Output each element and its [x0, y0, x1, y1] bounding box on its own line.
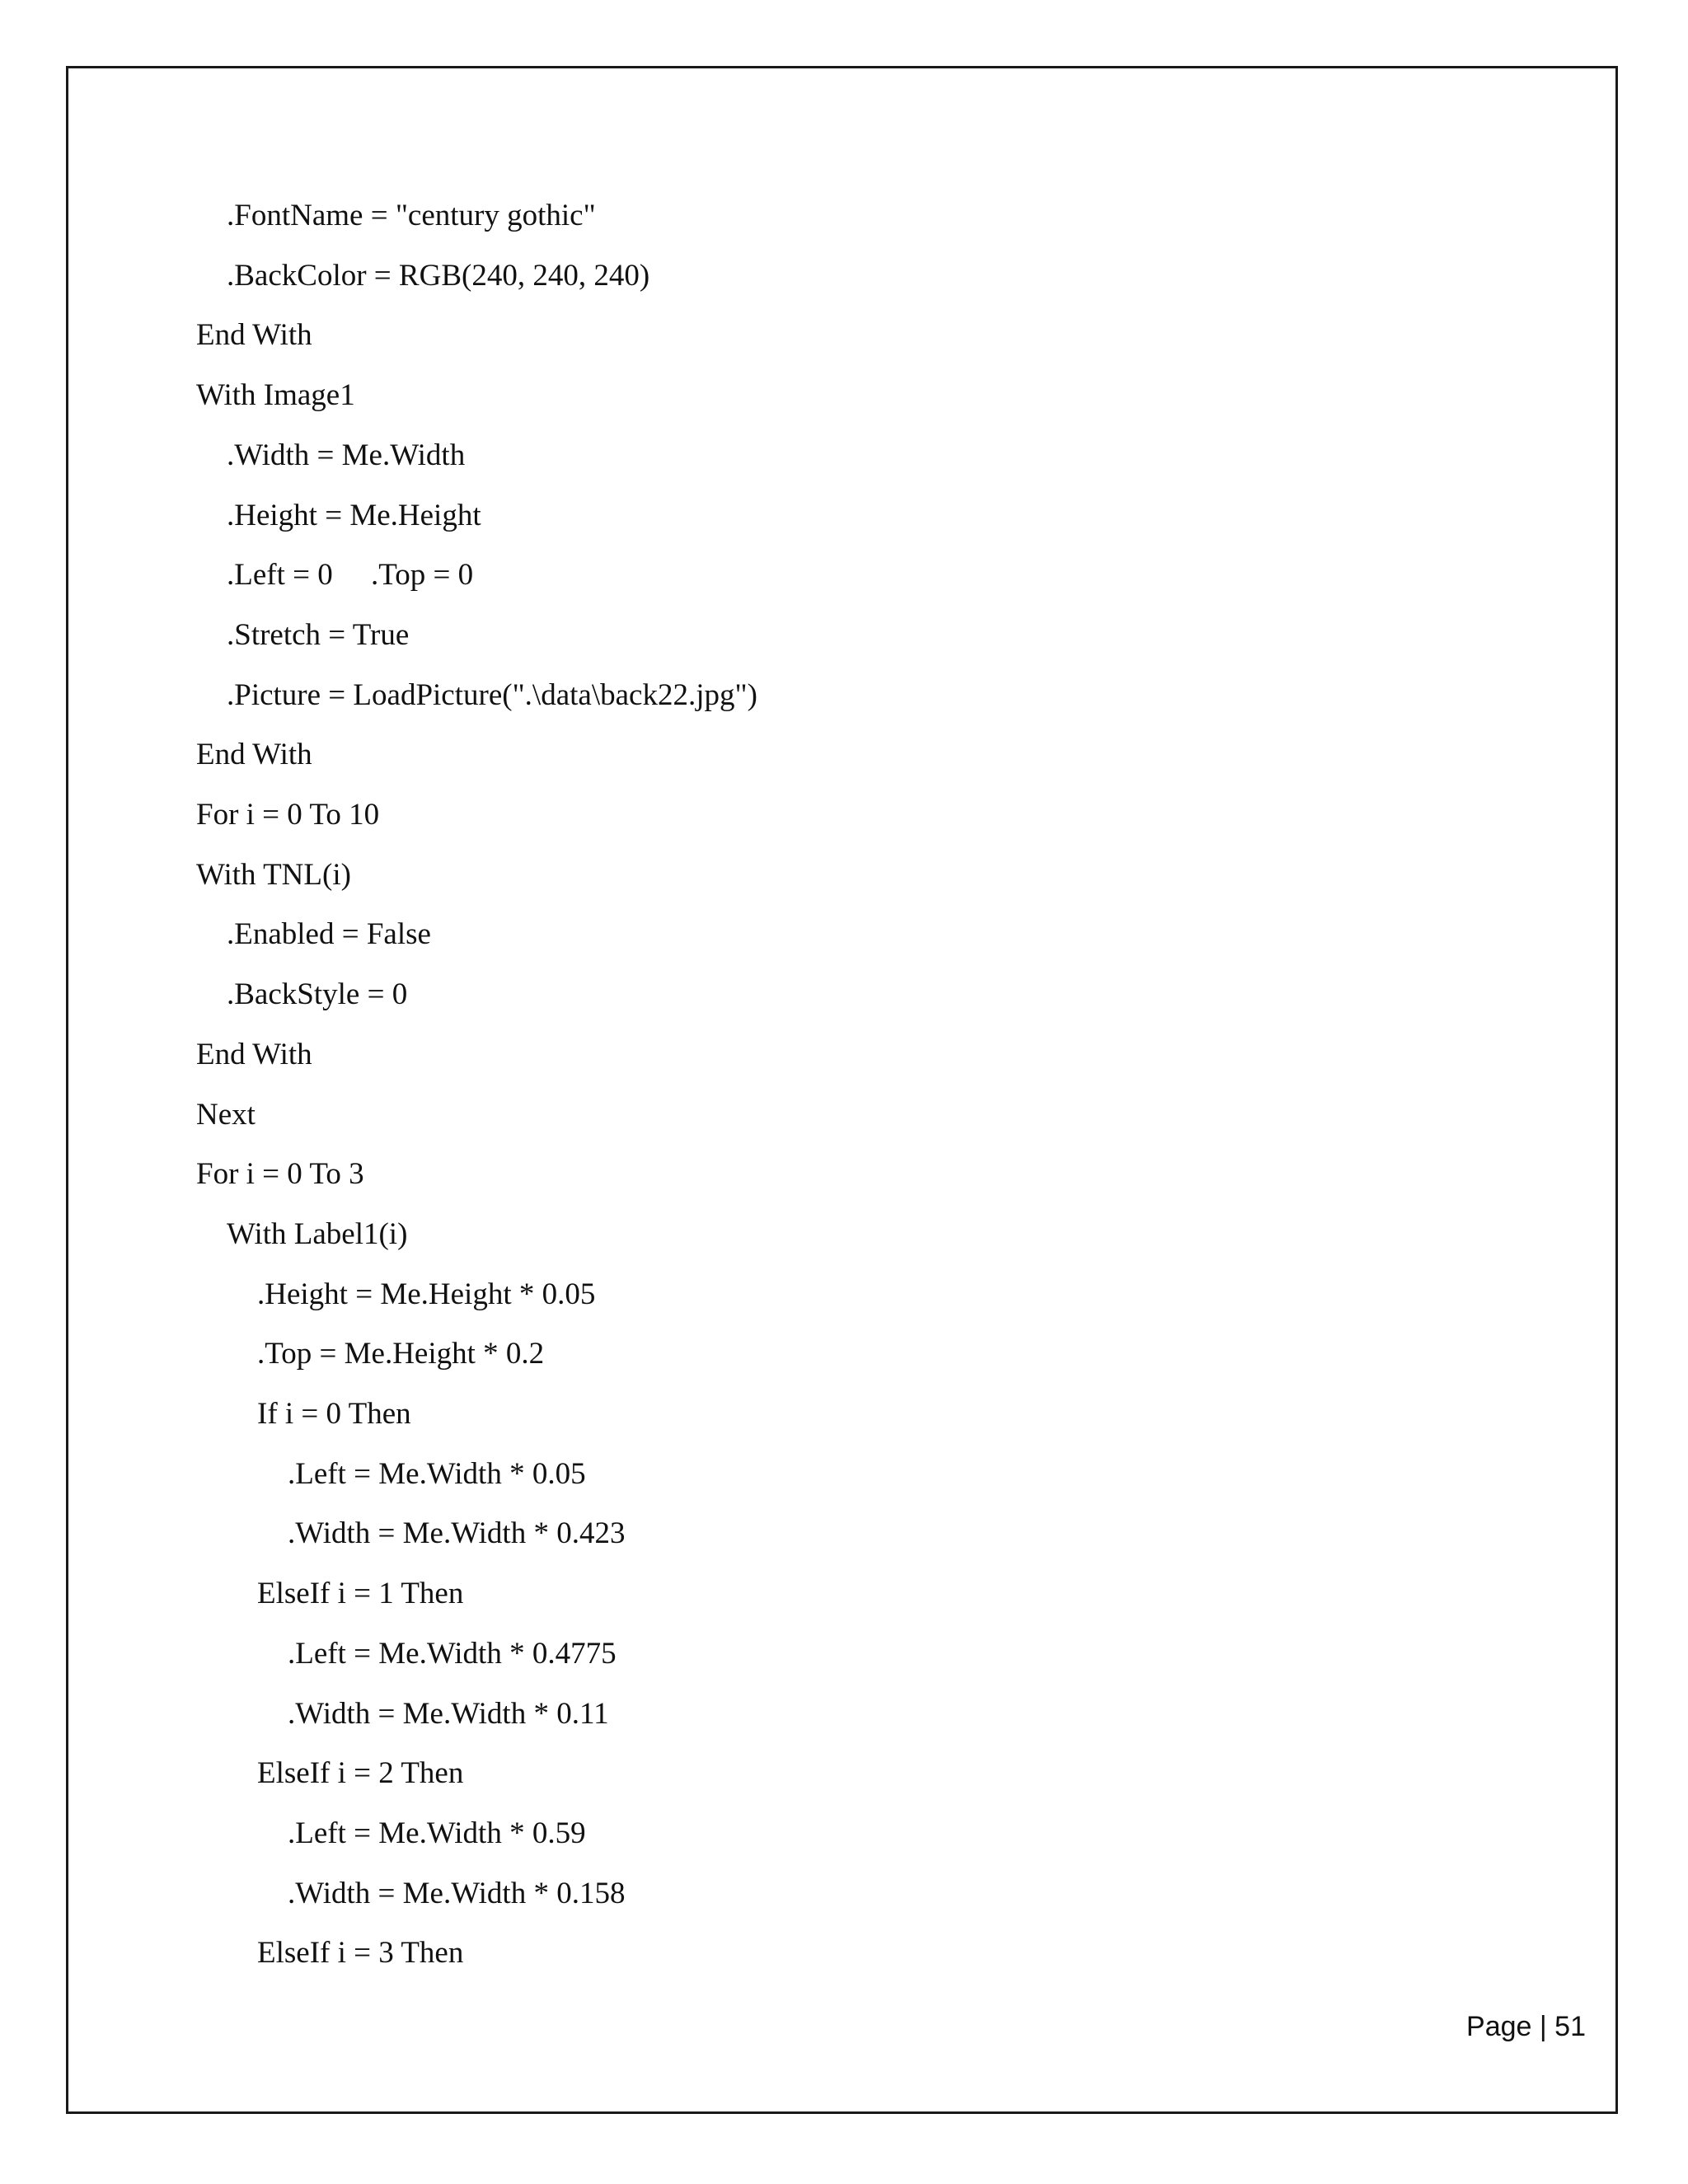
- code-line: .BackColor = RGB(240, 240, 240): [227, 258, 650, 293]
- code-line: .Width = Me.Width * 0.423: [288, 1516, 626, 1551]
- code-line: End With: [196, 318, 312, 353]
- code-line: .Left = Me.Width * 0.05: [288, 1456, 586, 1491]
- code-line: .Height = Me.Height: [227, 498, 481, 532]
- code-line: .Width = Me.Width * 0.158: [288, 1876, 626, 1910]
- code-line: .Left = Me.Width * 0.59: [288, 1816, 586, 1850]
- code-line: .Picture = LoadPicture(".\data\back22.jpg"): [227, 677, 757, 712]
- page-border: [66, 66, 1618, 2114]
- code-line: With TNL(i): [196, 857, 351, 892]
- code-line: End With: [196, 738, 312, 772]
- code-line: If i = 0 Then: [257, 1397, 411, 1431]
- code-line: .Width = Me.Width: [227, 438, 466, 472]
- code-line: For i = 0 To 10: [196, 798, 380, 832]
- page-number: Page | 51: [1466, 2011, 1586, 2042]
- code-line: ElseIf i = 3 Then: [257, 1936, 464, 1971]
- code-line: For i = 0 To 3: [196, 1157, 364, 1192]
- code-line: .Left = Me.Width * 0.4775: [288, 1636, 617, 1671]
- code-line: With Image1: [196, 378, 355, 413]
- code-line: End With: [196, 1037, 312, 1071]
- code-line: .BackStyle = 0: [227, 977, 408, 1012]
- code-line: With Label1(i): [227, 1216, 408, 1251]
- code-line: ElseIf i = 1 Then: [257, 1577, 464, 1611]
- code-line: .Height = Me.Height * 0.05: [257, 1277, 596, 1311]
- code-line: Next: [196, 1097, 256, 1132]
- code-line: .FontName = "century gothic": [227, 199, 596, 232]
- code-line: .Top = Me.Height * 0.2: [257, 1337, 545, 1371]
- code-line: ElseIf i = 2 Then: [257, 1756, 464, 1791]
- code-line: .Stretch = True: [227, 617, 410, 652]
- code-line: .Left = 0 .Top = 0: [227, 558, 474, 593]
- code-line: .Enabled = False: [227, 917, 431, 952]
- code-line: .Width = Me.Width * 0.11: [288, 1696, 609, 1731]
